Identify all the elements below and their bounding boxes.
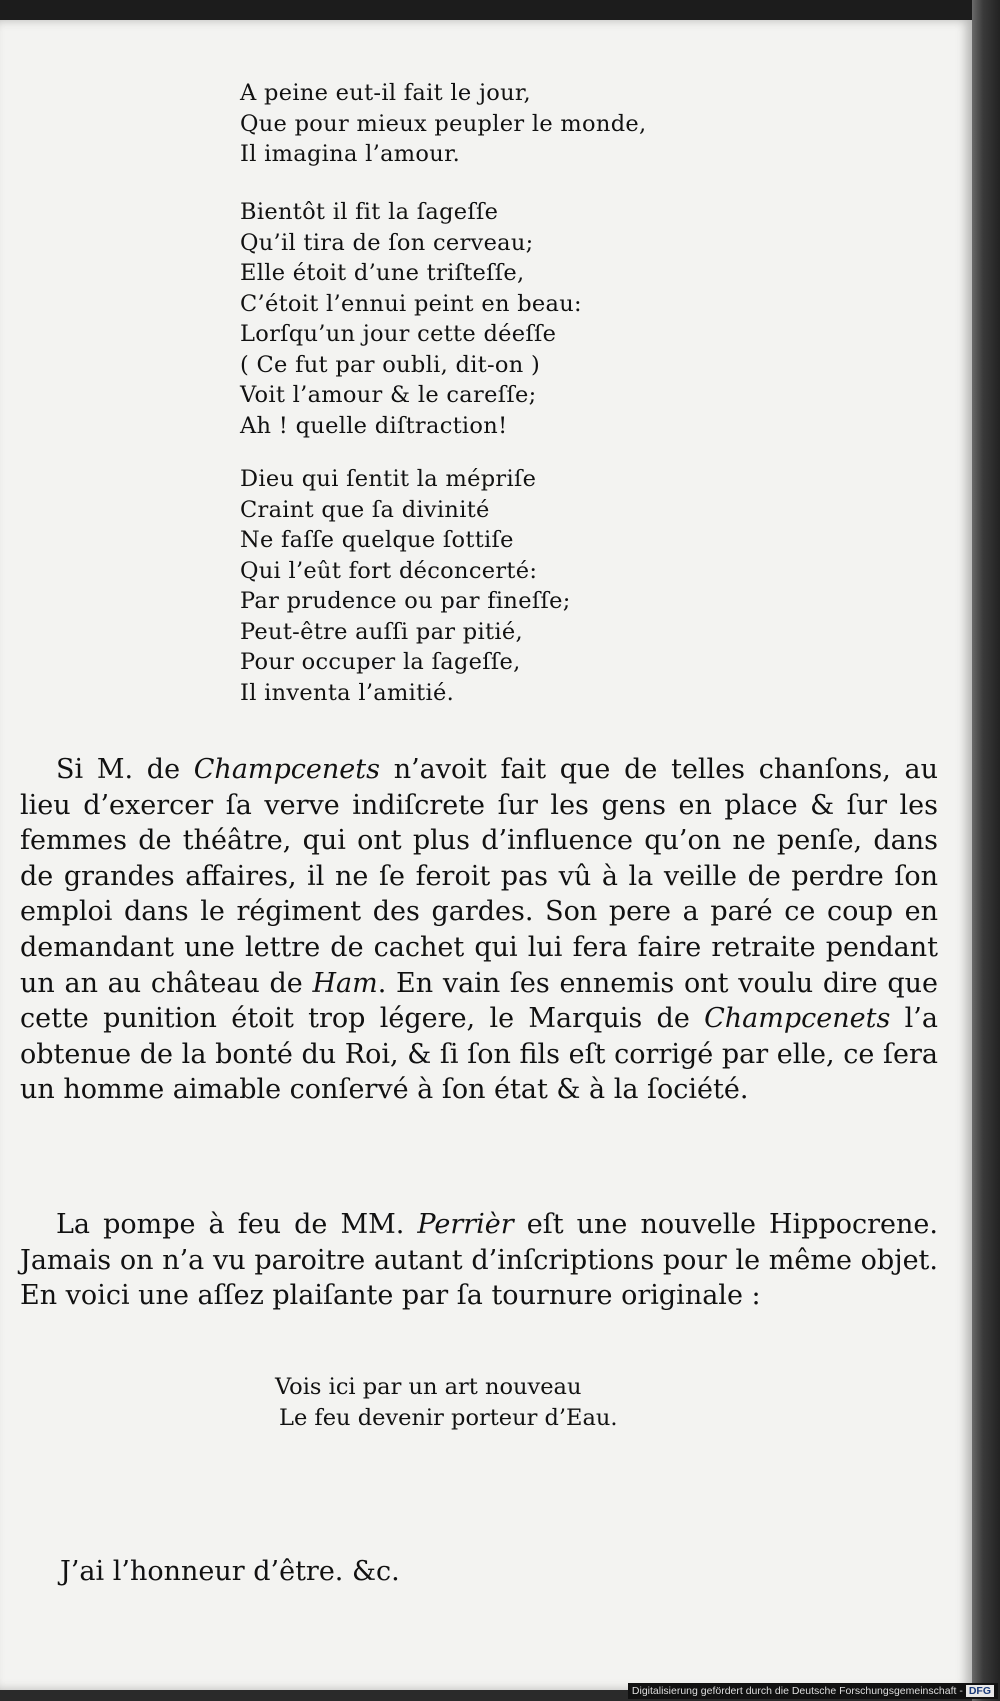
verse-line: Pour occuper la ſageſſe, [240,649,521,675]
paragraph-text: La pompe à feu de MM. [56,1209,418,1240]
place-name: Ham [312,967,378,999]
verse-line: Que pour mieux peupler le monde, [240,110,647,137]
verse-line: ( Ce fut par oubli, dit-on ) [240,351,541,378]
verse-line: Qu’il tira de ſon cerveau; [240,229,534,256]
verse-line: Il inventa l’amitié. [240,679,455,706]
paragraph-text: l’a obtenue de la bonté du Roi, & ſi ſon fils eſt corrigé par elle, ce ſera un homme aimable conſervé à ſon état & à la ſociété. [20,1003,938,1106]
couplet-line: Le feu devenir porteur d’Eau. [279,1405,618,1431]
credit-text: Digitalisierung gefördert durch die Deutsche Forschungsgemeinschaft - [631,1685,963,1697]
closing-salutation: J’ai l’honneur d’être. &c. [60,1556,400,1587]
couplet-line: Vois ici par un art nouveau [275,1374,582,1400]
poem-stanza-1 [240,78,646,170]
paragraph-text: n’avoit fait que de telles chanſons, au lieu d’exercer ſa verve indiſcrete ſur les gens en place & ſur les femmes de théâtre, qui ont plus d’influence qu’on ne penſe, dans de grandes affaires, il ne ſe feroit pas vû à la veille de perdre ſon emploi dans le régiment des gardes. Son pere a paré ce coup en demandant une lettre de cachet qui lui fera faire retraite pendant un an au château de [20,754,939,999]
verse-line: Peut-être auſſi par pitié, [240,618,523,645]
verse-line: Il imagina l’amour. [240,141,461,167]
paragraph-text: Si M. de [56,754,194,785]
paragraph-text: . En vain ſes ennemis ont voulu dire que cette punition étoit trop légere, le Marquis de [20,967,938,1035]
verse-line: Ne faſſe quelque ſottiſe [240,527,514,553]
paragraph-text: eſt une nouvelle Hippocrene. Jamais on n’a vu paroitre autant d’inſcriptions pour le même objet. En voici une aſſez plaiſante par ſa tournure originale : [20,1209,938,1312]
verse-line: C’étoit l’ennui peint en beau: [240,290,582,317]
paragraph-champcenets [20,752,938,1108]
dfg-logo: DFG [966,1685,994,1697]
paragraph-pompe-a-feu [20,1207,938,1314]
inscription-couplet [275,1372,618,1434]
verse-line: Craint que ſa divinité [240,496,490,523]
digitization-credit [628,1683,998,1699]
verse-line: Voit l’amour & le careſſe; [240,382,537,408]
verse-line: Par prudence ou par fineſſe; [240,588,571,614]
person-name: Champcenets [704,1003,891,1035]
verse-line: A peine eut-il fait le jour, [240,80,531,106]
verse-line: Ah ! quelle diſtraction! [240,412,508,439]
poem-stanza-2 [240,197,582,441]
verse-line: Qui l’eût fort déconcerté: [240,557,538,584]
poem-stanza-3 [240,464,571,708]
scan-right-edge [972,0,1000,1701]
verse-line: Bientôt il fit la ſageſſe [240,199,499,225]
person-name: Perrièr [417,1209,514,1240]
verse-line: Lorſqu’un jour cette déeſſe [240,321,557,347]
verse-line: Dieu qui ſentit la mépriſe [240,466,537,492]
verse-line: Elle étoit d’une triſteſſe, [240,260,525,286]
person-name: Champcenets [193,754,380,785]
